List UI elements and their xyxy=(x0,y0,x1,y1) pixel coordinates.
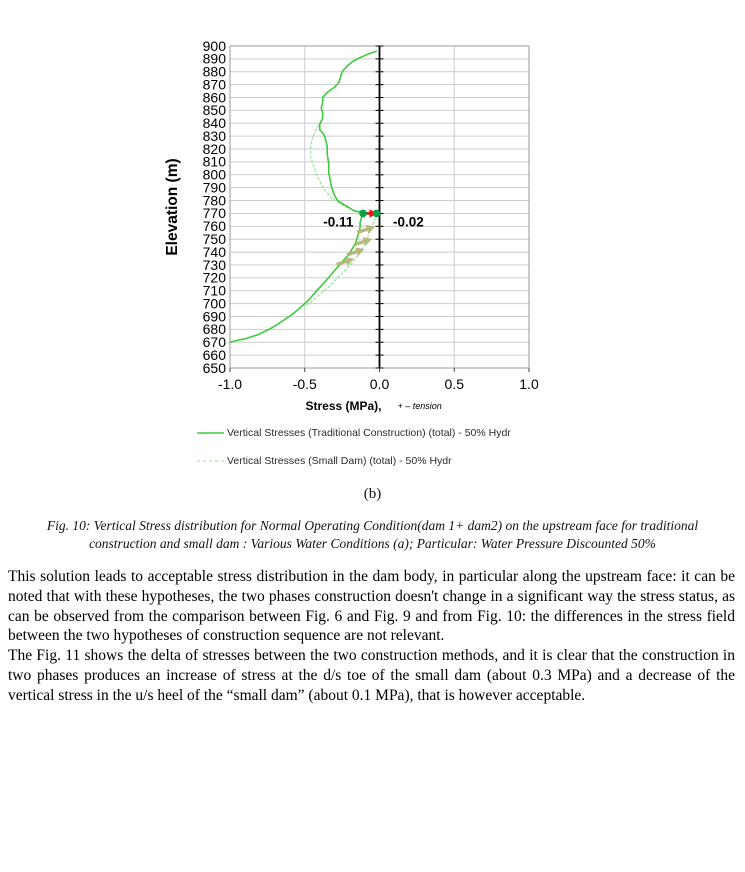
svg-text:830: 830 xyxy=(202,127,226,144)
svg-text:770: 770 xyxy=(202,205,226,222)
chart-legend xyxy=(197,425,745,468)
legend-item-small-dam xyxy=(197,453,745,468)
chart-canvas xyxy=(0,0,745,416)
svg-text:650: 650 xyxy=(202,359,226,376)
svg-text:660: 660 xyxy=(202,346,226,363)
series-line-traditional xyxy=(230,51,377,342)
svg-text:750: 750 xyxy=(202,231,226,247)
svg-text:840: 840 xyxy=(202,115,226,132)
svg-text:720: 720 xyxy=(202,269,226,286)
paragraph-1: This solution leads to acceptable stress distribution in the dam body, in particular along the upstream face: it can be noted that with these hypotheses, the two phases construction doesn't change in a significant way the stress status, as can be observed from the comparison between Fig. 6 and Fig. 9 and from Fig. 10: the differences in the stress field between the two hypotheses of construction sequence are not relevant. xyxy=(8,568,735,645)
svg-text:880: 880 xyxy=(202,63,226,80)
legend-dashed-line-icon xyxy=(197,458,224,464)
svg-text:760: 760 xyxy=(202,218,226,235)
svg-text:780: 780 xyxy=(202,192,226,209)
data-point-dot xyxy=(359,210,367,218)
data-point-dot xyxy=(373,210,381,218)
svg-text:680: 680 xyxy=(202,321,226,338)
svg-text:690: 690 xyxy=(202,308,226,325)
svg-text:-1.0: -1.0 xyxy=(217,376,243,392)
svg-text:810: 810 xyxy=(202,153,226,170)
svg-text:900: 900 xyxy=(202,37,226,54)
svg-text:790: 790 xyxy=(202,179,226,196)
stress-elevation-chart xyxy=(0,0,745,416)
y-axis-label: Elevation (m) xyxy=(164,158,181,256)
x-tick-labels xyxy=(218,376,539,392)
x-axis-label: Stress (MPa), xyxy=(305,399,382,413)
zero-axis xyxy=(230,46,529,372)
y-tick-labels xyxy=(203,38,227,376)
legend-label-small-dam: Vertical Stresses (Small Dam) (total) - 50% Hydr xyxy=(227,454,452,467)
svg-text:860: 860 xyxy=(202,89,226,106)
svg-text:730: 730 xyxy=(202,256,226,273)
x-axis-note: + – tension xyxy=(397,401,442,411)
svg-text:1.0: 1.0 xyxy=(519,376,539,392)
paragraph-2: The Fig. 11 shows the delta of stresses between the two construction methods, and it is clear that the construction in two phases produces an increase of stress at the d/s toe of the small dam (about 0.3 MPa) and a decrease of the vertical stress in the u/s heel of the “small dam” (about 0.1 MPa), that is however acceptable. xyxy=(8,647,735,704)
svg-text:890: 890 xyxy=(202,50,226,67)
svg-text:0.0: 0.0 xyxy=(369,376,390,392)
panel-label: (b) xyxy=(363,486,382,502)
legend-solid-line-icon xyxy=(197,430,224,436)
svg-text:820: 820 xyxy=(202,140,226,157)
svg-text:700: 700 xyxy=(202,295,226,312)
annotation-2: -0.02 xyxy=(392,214,424,230)
svg-text:740: 740 xyxy=(202,243,226,260)
svg-text:850: 850 xyxy=(202,102,226,119)
svg-text:710: 710 xyxy=(202,282,226,299)
legend-label-traditional: Vertical Stresses (Traditional Construction) (total) - 50% Hydr xyxy=(227,426,511,439)
svg-text:-0.5: -0.5 xyxy=(292,376,317,392)
svg-text:800: 800 xyxy=(202,166,226,183)
body-text xyxy=(8,567,735,706)
legend-item-traditional xyxy=(197,425,745,440)
svg-text:870: 870 xyxy=(202,76,226,93)
svg-text:0.5: 0.5 xyxy=(444,376,464,392)
svg-text:670: 670 xyxy=(202,334,226,351)
figure-caption: Fig. 10: Vertical Stress distribution for Normal Operating Condition(dam 1+ dam2) on the upstream face for traditional construction and small dam : Various Water Conditions (a); Particular: Water Pressure Discounted 50% xyxy=(46,518,699,551)
annotation-1: -0.11 xyxy=(323,214,354,230)
